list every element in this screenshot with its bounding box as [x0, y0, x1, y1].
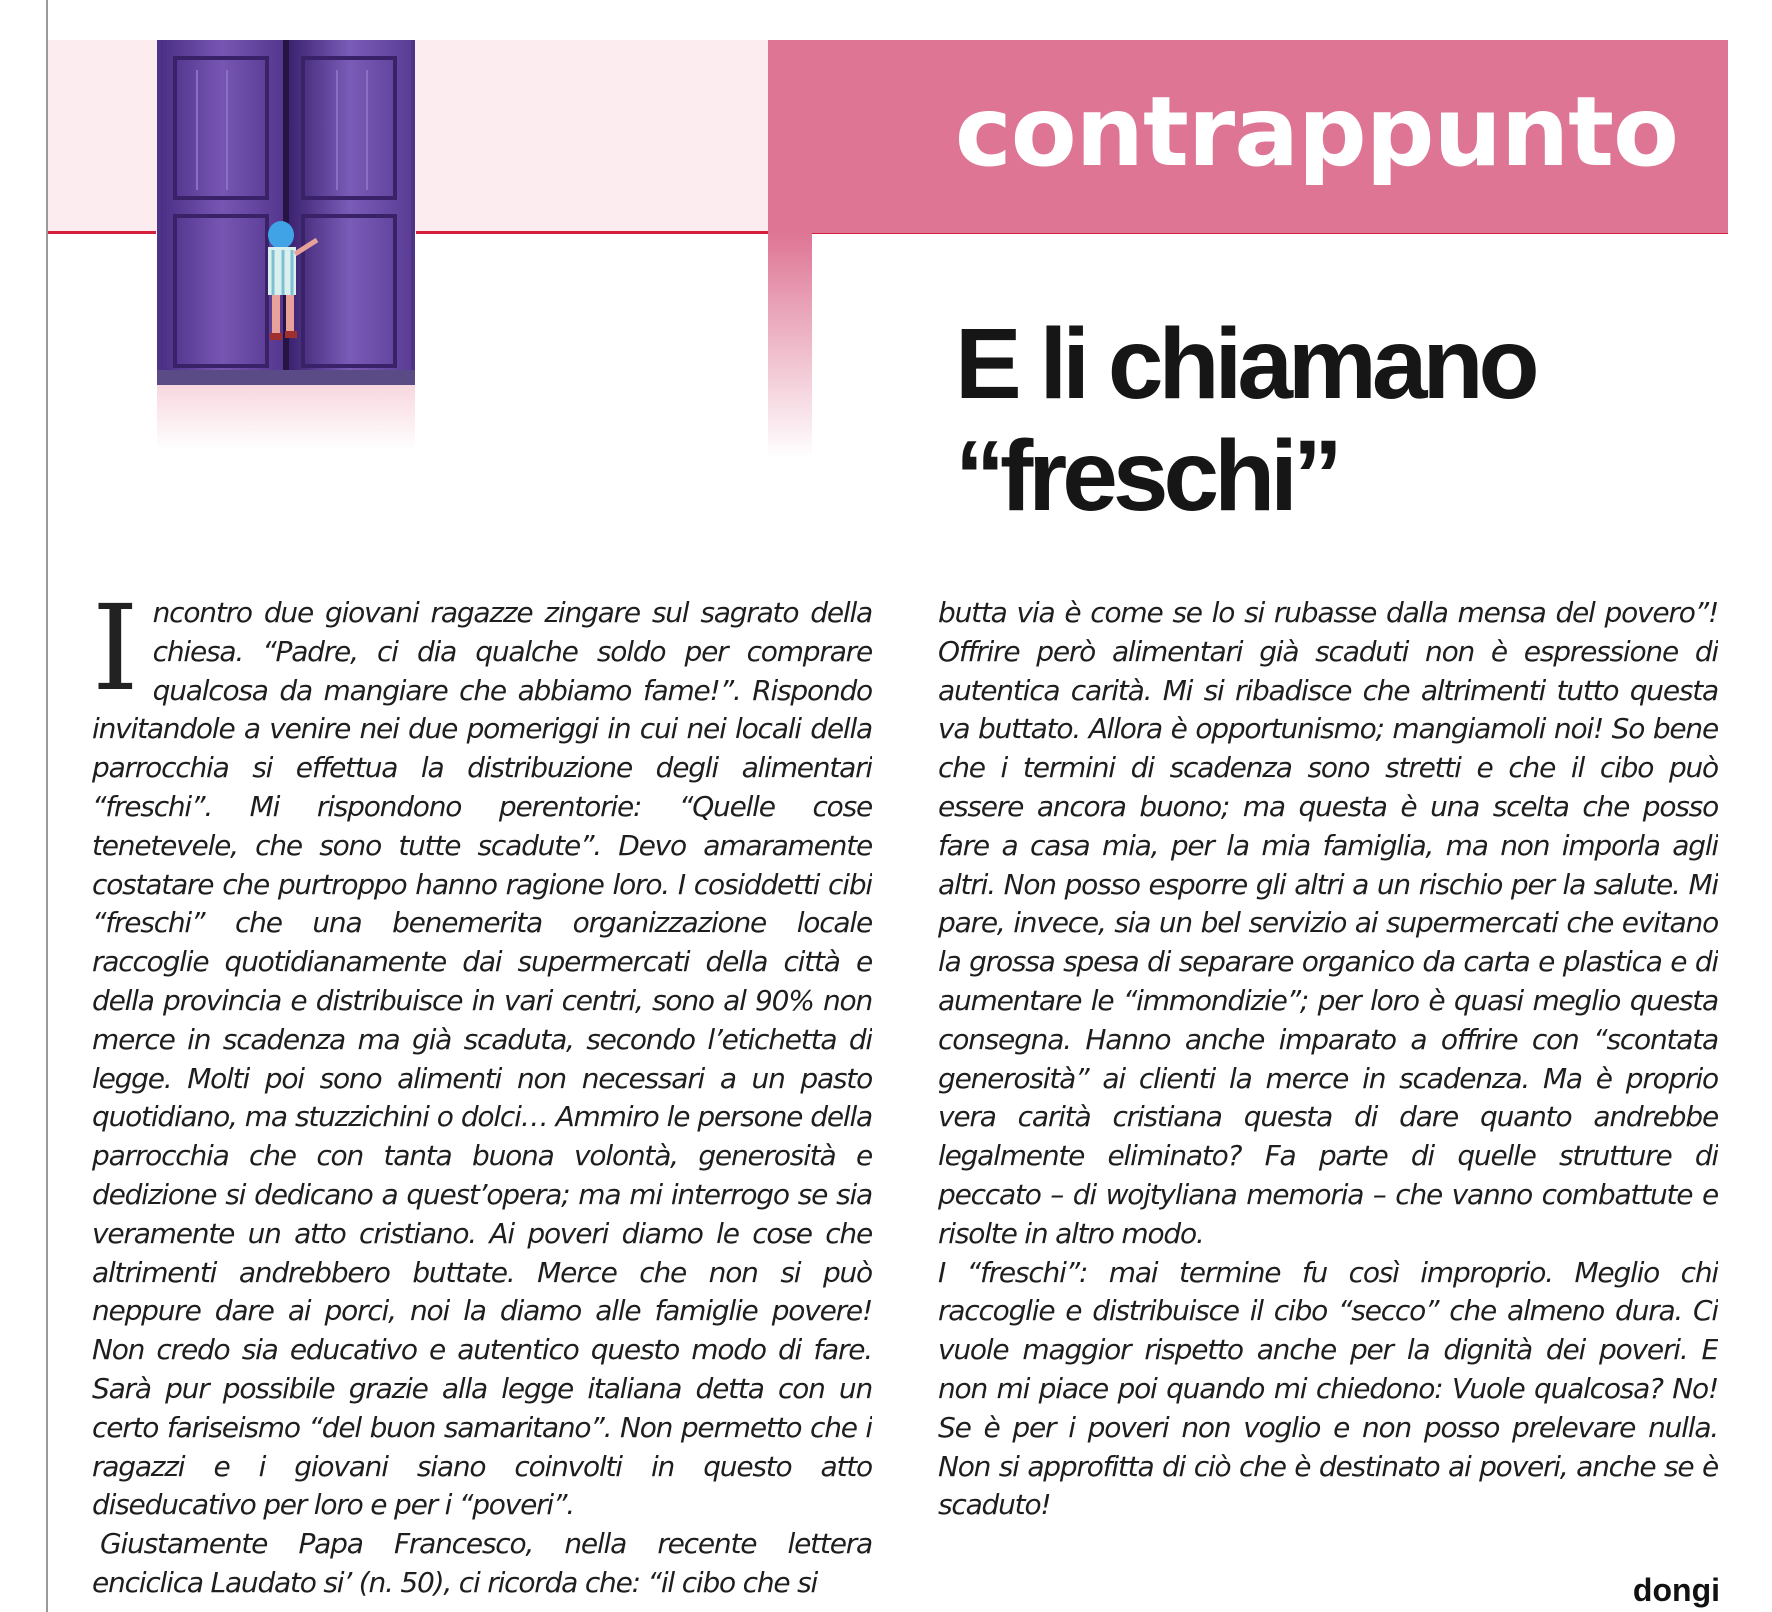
- header-pink-stem: [768, 233, 812, 458]
- church-door-photo: [157, 40, 415, 385]
- header-red-rule-middle: [416, 231, 768, 234]
- article-headline: [955, 308, 1535, 532]
- left-paragraph-1: ncontro due giovani ragazze zingare sul sagrato della chiesa. “Padre, ci dia qualche soldo per comprare qualcosa da mangiare che abbiamo fame!”. Rispondo invitandole a venire nei due pomeriggi in cui nei locali della parrocchia si effettua la distribuzione degli alimentari “freschi”. Mi rispondono perentorie: “Quelle cose tenetevele, che sono tutte scadute”. Devo amaramente costatare che purtroppo hanno ragione loro. I cosiddetti cibi “freschi” che una benemerita organizzazione locale raccoglie quotidianamente dai supermercati della città e della provincia e distribuisce in vari centri, sono al 90% non merce in scadenza ma già scaduta, secondo l’etichetta di legge. Molti poi sono alimenti non necessari a un pasto quotidiano, ma stuzzichini o dolci… Ammiro le persone della parrocchia che con tanta buona volontà, generosità e dedizione si dedicano a quest’opera; ma mi interrogo se sia veramente un atto cristiano. Ai poveri diamo le cose che altrimenti andrebbero buttate. Merce che non si può neppure dare ai porci, noi la diamo alle famiglie povere! Non credo sia educativo e autentico questo modo di fare. Sarà pur possibile grazie alla legge italiana detta con un certo fariseismo “del buon samaritano”. Non permetto che i ragazzi e i giovani siano coinvolti in questo atto diseducativo per loro e per i “poveri”.: [92, 596, 872, 1522]
- photo-reflection-fade: [157, 385, 415, 450]
- headline-line-2: “freschi”: [955, 420, 1338, 532]
- section-label: contrappunto: [954, 76, 1678, 188]
- right-paragraph-1: butta via è come se lo si rubasse dalla mensa del povero”! Offrire però alimentari già scaduti non è espressione di autentica carità. Mi si ribadisce che altrimenti tutto questa va buttato. Allora è opportunismo; mangiamoli noi! So bene che i termini di scadenza sono stretti e che il cibo può essere ancora buono; ma questa è una scelta che posso fare a casa mia, per la mia famiglia, ma non imporla agli altri. Non posso esporre gli altri a un rischio per la salute. Mi pare, invece, sia un bel servizio ai supermercati che evitano la grossa spesa di separare organico da carta e plastica e di aumentare le “immondizie”; per loro è quasi meglio questa consegna. Hanno anche imparato a offrire con “scontata generosità” ai clienti la merce in scadenza. Ma è proprio vera carità cristiana questa di dare quanto andrebbe legalmente eliminato? Fa parte di quelle strutture di peccato – di wojtyliana memoria – che vanno combattute e risolte in altro modo.: [938, 596, 1718, 1250]
- page-margin-rule: [46, 0, 48, 1612]
- author-signature: dongi: [1632, 1572, 1720, 1608]
- header-red-rule-left: [48, 231, 156, 234]
- article-column-left: [92, 594, 872, 1612]
- right-paragraph-2: I “freschi”: mai termine fu così improprio. Meglio chi raccoglie e distribuisce il cibo “secco” che almeno dura. Ci vuole maggior rispetto anche per la dignità dei poveri. E non mi piace poi quando mi chiedono: Vuole qualcosa? No! Se è per i poveri non voglio e non posso prelevare nulla. Non si approfitta di ciò che è destinato ai poveri, anche se è scaduto!: [938, 1255, 1718, 1522]
- headline-line-1: E li chiamano: [955, 308, 1535, 420]
- drop-cap: I: [92, 594, 139, 717]
- article-column-right: [938, 594, 1718, 1574]
- left-paragraph-2: Giustamente Papa Francesco, nella recente lettera enciclica Laudato si’ (n. 50), ci ricorda che: “il cibo che si: [92, 1527, 872, 1599]
